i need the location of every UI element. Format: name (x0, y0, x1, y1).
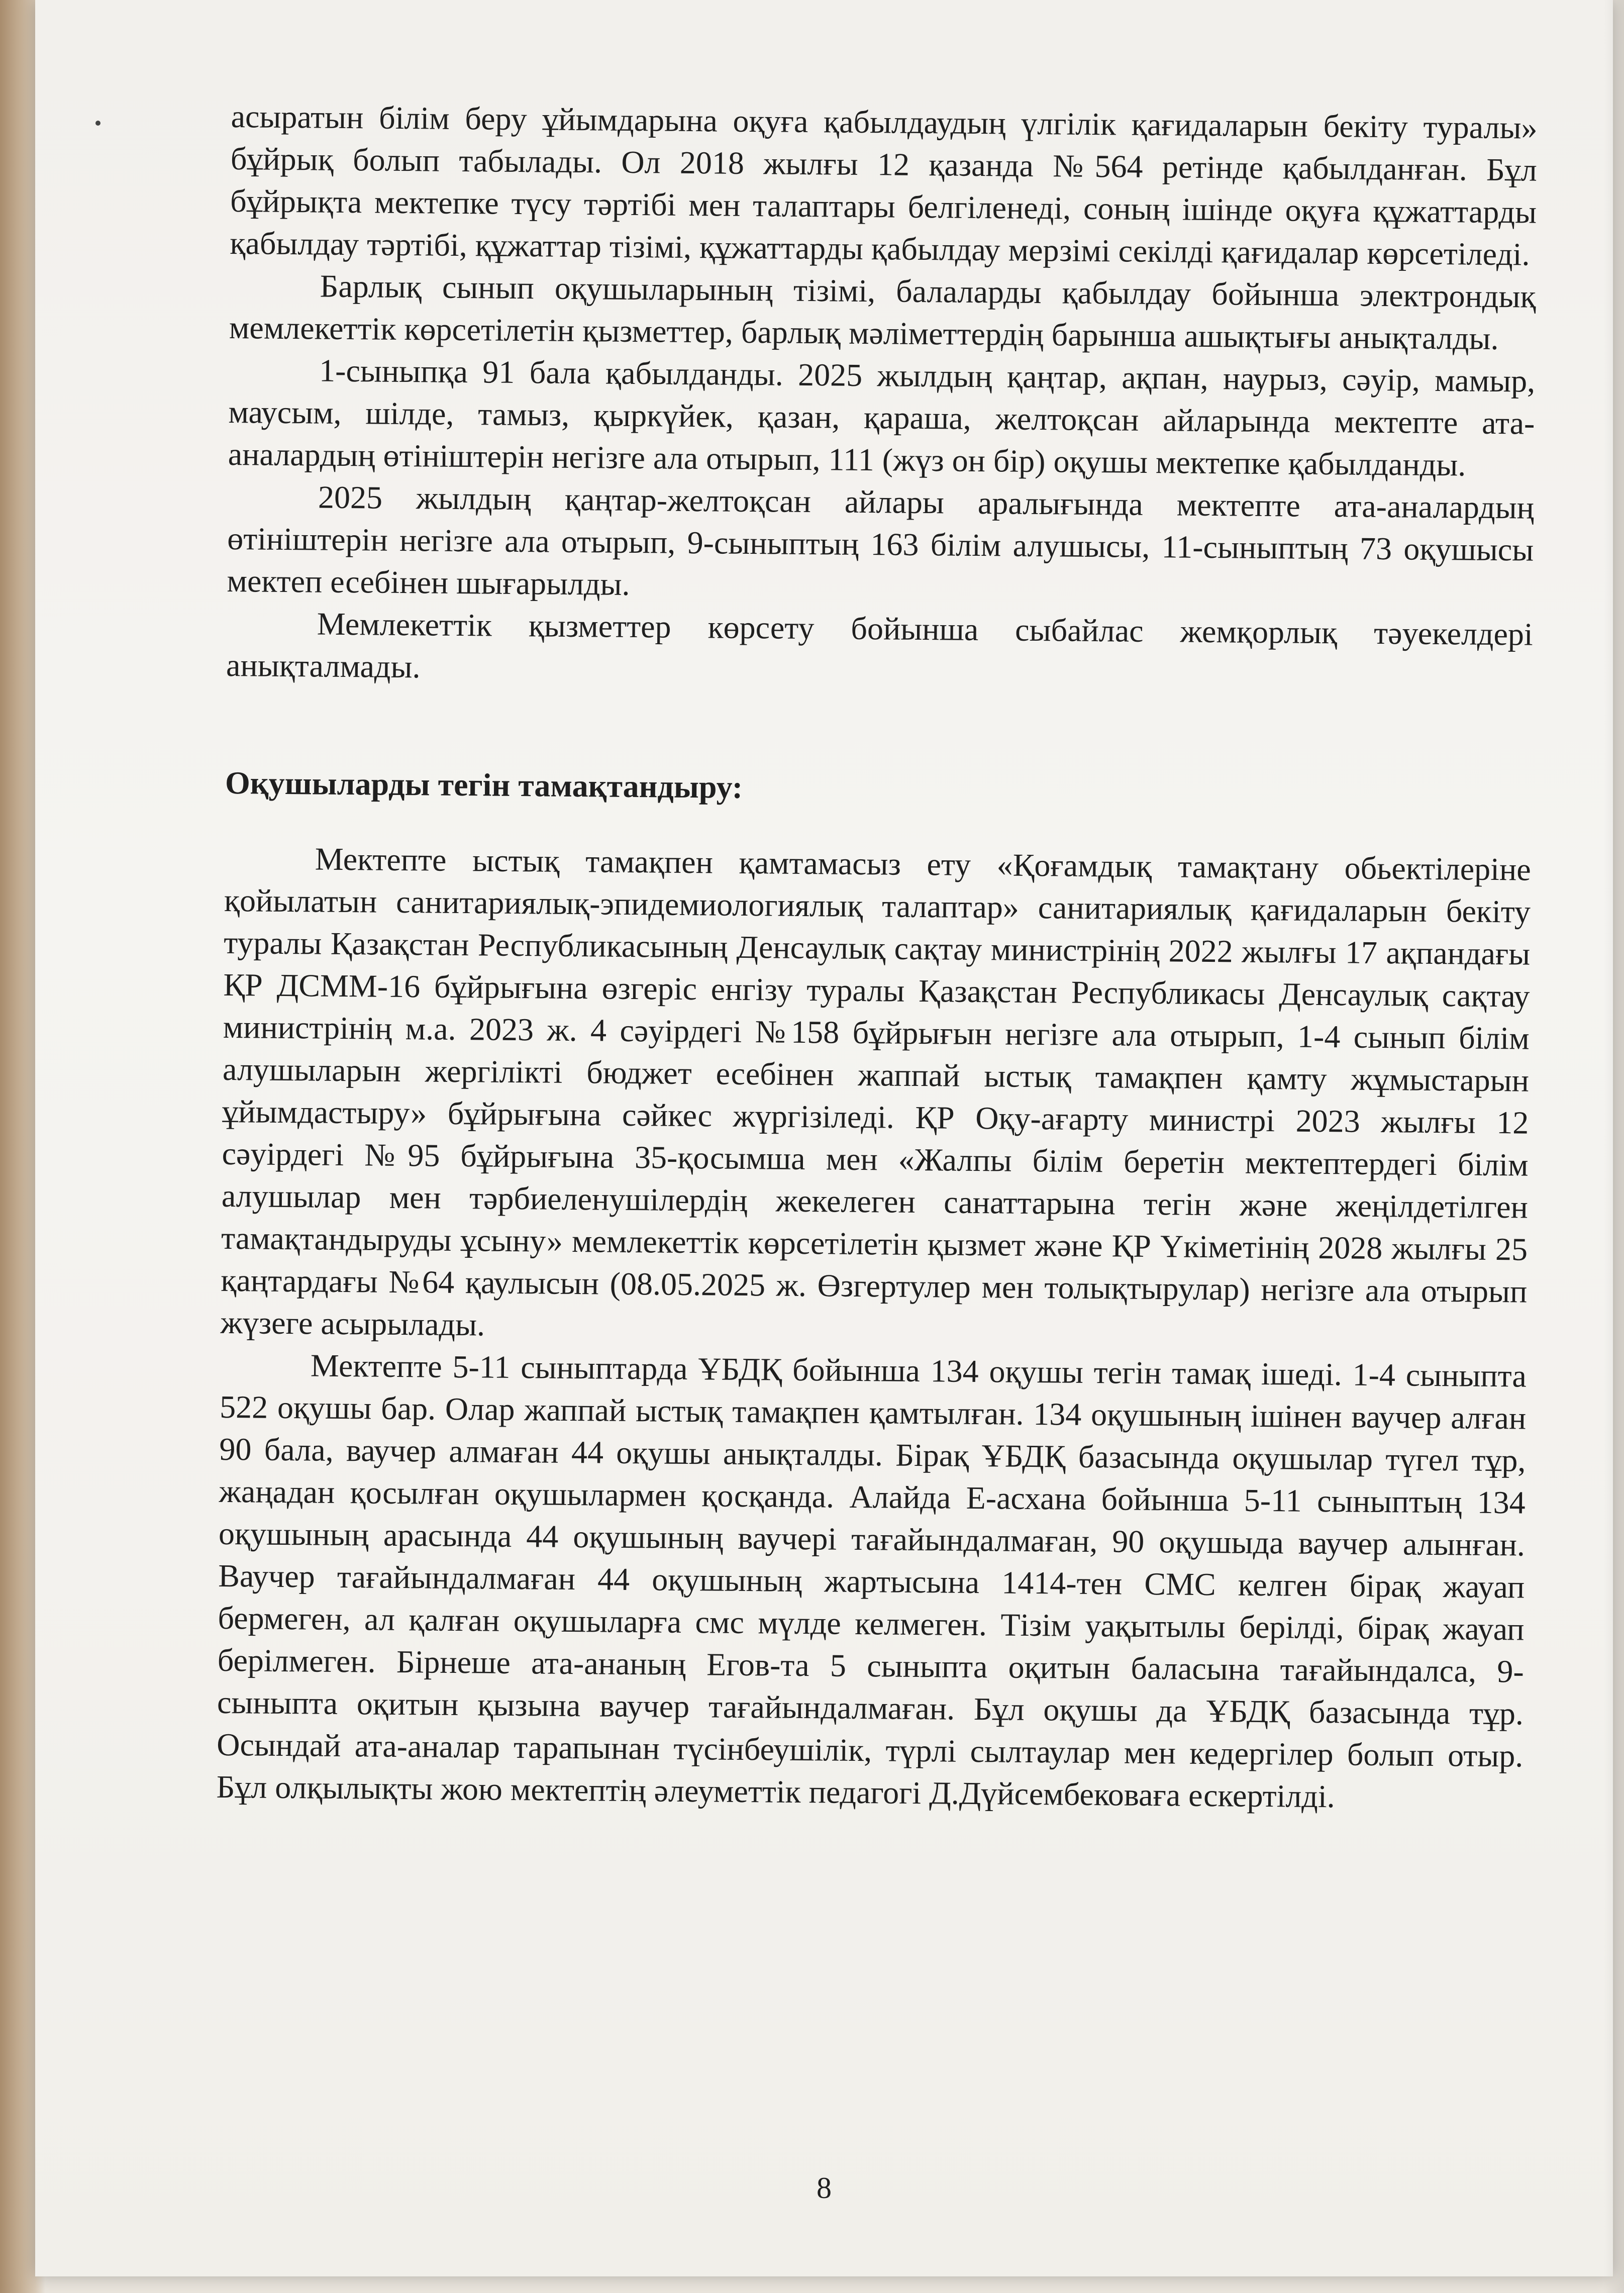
paragraph-continued: асыратын білім беру ұйымдарына оқуға қабылдаудың үлгілік қағидаларын бекіту туралы» бұйрық болып табылады. Ол 2018 жылғы 12 қазанда №564 ретінде қабылданған. Бұл бұйрықта мектепке түсу тәртібі мен талаптары белгіленеді, соның ішінде оқуға құжаттарды қабылдау тәртібі, құжаттар тізімі, құжаттарды қабылдау мерзімі секілді қағидалар көрсетіледі. (230, 98, 1538, 272)
document-page (35, 0, 1613, 2276)
page-shadow (1604, 0, 1624, 2293)
ink-dot (95, 121, 100, 126)
paragraph: 2025 жылдың қаңтар-желтоқсан айлары аралығында мектепте ата-аналардың өтініштерін негізге ала отырып, 9-сыныптың 163 білім алушысы, 11-сыныптың 73 оқушысы мектеп есебінен шығарылды. (227, 479, 1535, 602)
paragraph: Мемлекеттік қызметтер көрсету бойынша сыбайлас жемқорлық тәуекелдері анықталмады. (226, 606, 1534, 685)
paragraph: Мектепте ыстық тамақпен қамтамасыз ету «Қоғамдық тамақтану обьектілеріне қойылатын санитариялық-эпидемиологиялық талаптар» санитариялық қағидаларын бекіту туралы Қазақстан Республикасының Денсаулық сақтау министрінің 2022 жылғы 17 ақпандағы ҚР ДСММ-16 бұйрығына өзгеріс енгізу туралы Қазақстан Республикасы Денсаулық сақтау министрінің м.а. 2023 ж. 4 сәуірдегі №158 бұйрығын негізге ала отырып, 1-4 сынып білім алушыларын жергілікті бюджет есебінен жаппай ыстық тамақпен қамту жұмыстарын ұйымдастыру» бұйрығына сәйкес жүргізіледі. ҚР Оқу-ағарту министрі 2023 жылғы 12 сәуірдегі №95 бұйрығына 35-қосымша мен «Жалпы білім беретін мектептердегі білім алушылар мен тәрбиеленушілердің жекелеген санаттарына тегін және жеңілдетілген тамақтандыруды ұсыну» мемлекеттік көрсетілетін қызмет және ҚР Үкіметінің 2028 жылғы 25 қаңтардағы №64 қаулысын (08.05.2025 ж. Өзгертулер мен толықтырулар) негізге ала отырып жүзеге асырылады. (220, 841, 1531, 1343)
section-heading: Оқушыларды тегін тамақтандыру: (225, 764, 743, 805)
paragraph: 1-сыныпқа 91 бала қабылданды. 2025 жылдың қаңтар, ақпан, наурыз, сәуір, мамыр, маусым, шілде, тамыз, қыркүйек, қазан, қараша, желтоқсан айларында мектепте ата-аналардың өтініштерін негізге ала отырып, 111 (жүз он бір) оқушы мектепке қабылданды. (228, 352, 1536, 483)
paragraph: Мектепте 5-11 сыныптарда ҰБДҚ бойынша 134 оқушы тегін тамақ ішеді. 1-4 сыныпта 522 оқушы бар. Олар жаппай ыстық тамақпен қамтылған. 134 оқушының ішінен ваучер алған 90 бала, ваучер алмаған 44 оқушы анықталды. Бірақ ҰБДҚ базасында оқушылар түгел тұр, жаңадан қосылған оқушылармен қосқанда. Алайда Е-асхана бойынша 5-11 сыныптың 134 оқушының арасында 44 оқушының ваучері тағайындалмаған, 90 оқушыда ваучер алынған. Ваучер тағайындалмаған 44 оқушының жартысына 1414-тен СМС келген бірақ жауап бермеген, ал қалған оқушыларға смс мүлде келмеген. Тізім уақытылы берілді, бірақ жауап берілмеген. Бірнеше ата-ананың Егов-та 5 сыныпта оқитын баласына тағайындалса, 9-сыныпта оқитын қызына ваучер тағайындалмаған. Бұл оқушы да ҰБДҚ базасында тұр. Осындай ата-аналар тарапынан түсінбеушілік, түрлі сылтаулар мен кедергілер болып отыр. Бұл олқылықты жою мектептің әлеуметтік педагогі Д.Дүйсембековаға ескертілді. (216, 1347, 1527, 1815)
page-content (216, 95, 1538, 1820)
paragraph: Барлық сынып оқушыларының тізімі, балаларды қабылдау бойынша электрондық мемлекеттік көрсетілетін қызметтер, барлық мәліметтердің барынша ашықтығы анықталды. (229, 268, 1536, 357)
page-number: 8 (817, 2171, 832, 2205)
